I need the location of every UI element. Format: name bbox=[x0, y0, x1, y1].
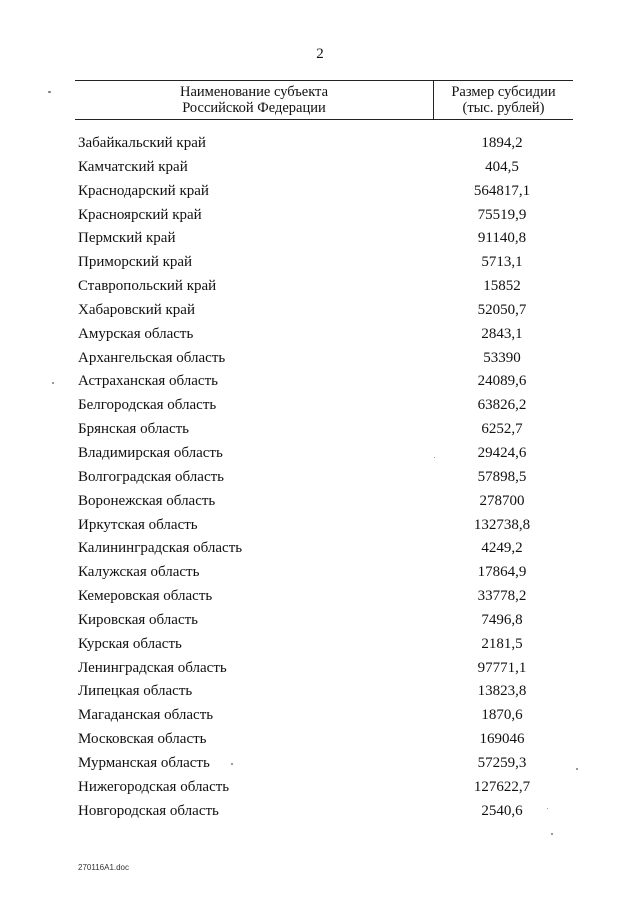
subsidy-amount: 63826,2 bbox=[477, 397, 527, 414]
column-header-subsidy bbox=[434, 84, 573, 116]
table-body bbox=[0, 132, 640, 823]
subject-name: Пермский край bbox=[78, 230, 176, 247]
subsidy-amount: 52050,7 bbox=[477, 301, 527, 318]
table-row bbox=[0, 204, 640, 228]
table-header bbox=[75, 80, 573, 120]
table-row bbox=[0, 680, 640, 704]
subsidy-amount: 29424,6 bbox=[477, 444, 527, 461]
subsidy-amount: 17864,9 bbox=[477, 564, 527, 581]
scan-speck bbox=[231, 763, 233, 765]
subject-name: Липецкая область bbox=[78, 683, 193, 700]
subject-name: Владимирская область bbox=[78, 444, 223, 461]
table-row bbox=[0, 800, 640, 824]
subsidy-amount: 97771,1 bbox=[477, 659, 527, 676]
subject-name: Мурманская область bbox=[78, 754, 210, 771]
subject-name: Белгородская область bbox=[78, 397, 217, 414]
table-row bbox=[0, 752, 640, 776]
table-row bbox=[0, 132, 640, 156]
scan-speck bbox=[547, 808, 548, 809]
subject-name: Забайкальский край bbox=[78, 135, 206, 151]
scan-speck bbox=[52, 382, 54, 384]
table-row bbox=[0, 275, 640, 299]
subsidy-amount: 5713,1 bbox=[481, 254, 523, 271]
table-row bbox=[0, 633, 640, 657]
subject-name: Магаданская область bbox=[78, 707, 214, 724]
table-row bbox=[0, 561, 640, 585]
subsidy-amount: 1894,2 bbox=[481, 135, 523, 151]
table-row bbox=[0, 251, 640, 275]
subject-name: Новгородская область bbox=[78, 802, 219, 819]
subject-name: Московская область bbox=[78, 731, 207, 748]
table-row bbox=[0, 347, 640, 371]
subsidy-amount: 564817,1 bbox=[473, 182, 531, 199]
subject-name: Брянская область bbox=[78, 421, 190, 438]
subsidy-amount: 24089,6 bbox=[477, 373, 527, 390]
table-row bbox=[0, 466, 640, 490]
subsidy-amount: 2181,5 bbox=[481, 635, 523, 652]
table-row bbox=[0, 514, 640, 538]
table-row bbox=[0, 609, 640, 633]
subject-name: Архангельская область bbox=[78, 349, 226, 366]
table-row bbox=[0, 227, 640, 251]
subject-name: Ленинградская область bbox=[78, 659, 227, 676]
subject-name: Ставропольский край bbox=[78, 278, 217, 295]
table-row bbox=[0, 323, 640, 347]
table-row bbox=[0, 728, 640, 752]
subject-name: Воронежская область bbox=[78, 492, 216, 509]
table-row bbox=[0, 704, 640, 728]
subsidy-amount: 15852 bbox=[483, 278, 521, 295]
subsidy-amount: 1870,6 bbox=[481, 707, 523, 724]
page-number: 2 bbox=[316, 46, 324, 62]
subject-name: Астраханская область bbox=[78, 373, 218, 390]
table-row bbox=[0, 156, 640, 180]
subsidy-amount: 6252,7 bbox=[481, 421, 523, 438]
table-row bbox=[0, 394, 640, 418]
subject-name: Курская область bbox=[78, 635, 182, 652]
subject-name: Приморский край bbox=[78, 254, 193, 271]
table-row bbox=[0, 299, 640, 323]
table-row bbox=[0, 442, 640, 466]
subject-name: Кемеровская область bbox=[78, 588, 213, 605]
table-row bbox=[0, 537, 640, 561]
subject-name: Камчатский край bbox=[78, 158, 188, 175]
subject-name: Красноярский край bbox=[78, 206, 202, 223]
table-row bbox=[0, 657, 640, 681]
subsidy-amount: 53390 bbox=[483, 349, 521, 366]
subject-name: Калужская область bbox=[78, 564, 200, 581]
subject-name: Кировская область bbox=[78, 611, 199, 628]
subject-name: Хабаровский край bbox=[78, 301, 195, 318]
subsidy-amount: 4249,2 bbox=[481, 540, 523, 557]
table-row bbox=[0, 418, 640, 442]
footer-filename: 270116A1.doc bbox=[78, 863, 130, 872]
subject-name: Иркутская область bbox=[78, 516, 198, 533]
subsidy-amount: 91140,8 bbox=[477, 230, 527, 247]
subsidy-amount: 7496,8 bbox=[481, 611, 523, 628]
column-header-subject-line2: Российской Федерации bbox=[182, 100, 326, 116]
subsidy-amount: 278700 bbox=[479, 492, 525, 509]
table-row bbox=[0, 180, 640, 204]
subsidy-amount: 169046 bbox=[479, 731, 525, 748]
subsidy-amount: 75519,9 bbox=[477, 206, 527, 223]
scan-speck bbox=[576, 768, 578, 770]
subsidy-amount: 57898,5 bbox=[477, 468, 527, 485]
scan-speck bbox=[434, 457, 435, 458]
column-header-subject-line1: Наименование субъекта bbox=[179, 84, 329, 100]
subject-name: Калининградская область bbox=[78, 540, 243, 557]
subject-name: Нижегородская область bbox=[78, 778, 230, 795]
subsidy-amount: 2843,1 bbox=[481, 325, 523, 342]
subsidy-amount: 13823,8 bbox=[477, 683, 527, 700]
table-row bbox=[0, 585, 640, 609]
table-row bbox=[0, 776, 640, 800]
scan-speck bbox=[551, 833, 553, 835]
column-header-subsidy-line1: Размер субсидии bbox=[451, 84, 556, 100]
subsidy-amount: 2540,6 bbox=[481, 802, 523, 819]
subject-name: Амурская область bbox=[78, 325, 194, 342]
subsidy-amount: 127622,7 bbox=[473, 778, 531, 795]
column-header-subject bbox=[75, 84, 433, 116]
subsidy-amount: 404,5 bbox=[485, 158, 519, 175]
column-header-subsidy-line2: (тыс. рублей) bbox=[462, 100, 545, 116]
table-row bbox=[0, 370, 640, 394]
table-row bbox=[0, 490, 640, 514]
subsidy-amount: 57259,3 bbox=[477, 754, 527, 771]
subsidy-amount: 33778,2 bbox=[477, 588, 527, 605]
subject-name: Краснодарский край bbox=[78, 182, 209, 199]
subsidy-amount: 132738,8 bbox=[473, 516, 531, 533]
scan-speck bbox=[48, 91, 51, 93]
subject-name: Волгоградская область bbox=[78, 468, 224, 485]
